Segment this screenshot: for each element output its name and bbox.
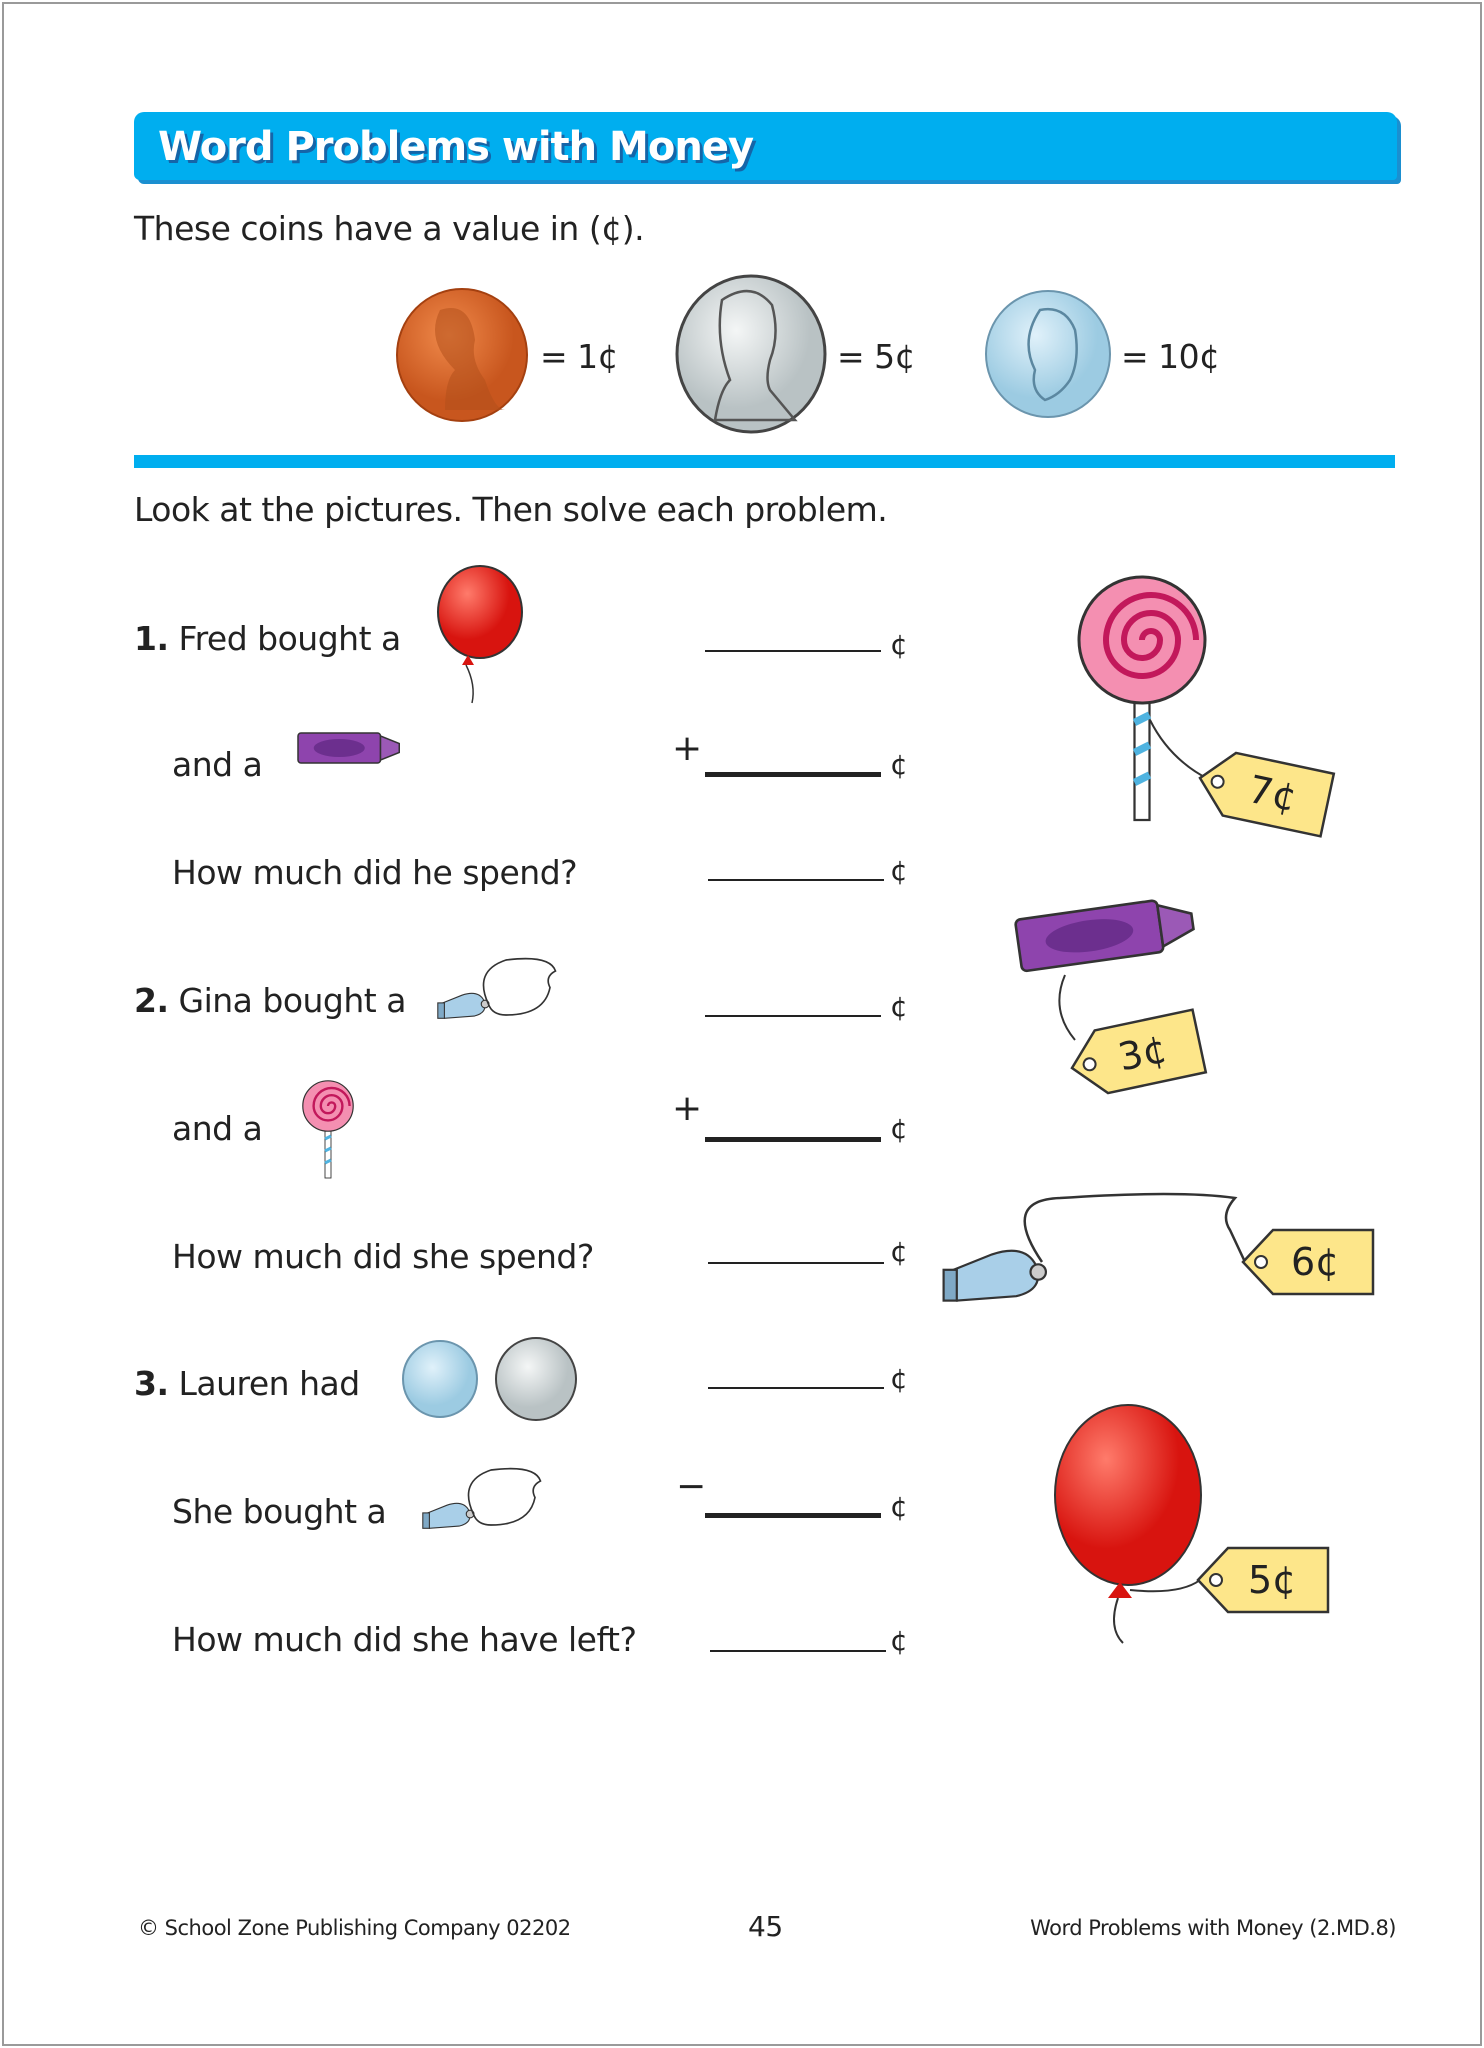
whistle-icon xyxy=(423,1469,541,1529)
cent-sign: ¢ xyxy=(890,1112,908,1145)
problem-3-line-2: She bought a xyxy=(172,1492,387,1531)
page-number: 45 xyxy=(748,1910,783,1943)
dime-value: = 10¢ xyxy=(1121,337,1220,376)
problem-1-line-2: and a xyxy=(172,745,263,784)
dime-icon xyxy=(986,291,1110,417)
price-label: 5¢ xyxy=(1248,1558,1297,1602)
plus-sign: + xyxy=(672,728,703,769)
cent-sign: ¢ xyxy=(890,1235,908,1268)
footer-copyright: © School Zone Publishing Company 02202 xyxy=(138,1916,571,1940)
minus-sign: − xyxy=(676,1466,707,1507)
problem-text: Lauren had xyxy=(178,1364,360,1403)
nickel-value: = 5¢ xyxy=(837,337,916,376)
crayon-icon xyxy=(298,733,399,763)
lollipop-icon xyxy=(303,1081,353,1178)
balloon-icon xyxy=(1055,1405,1201,1643)
plus-sign: + xyxy=(672,1088,703,1129)
penny-value: = 1¢ xyxy=(540,337,619,376)
footer-topic: Word Problems with Money (2.MD.8) xyxy=(1030,1916,1396,1940)
whistle-price-item xyxy=(944,1194,1373,1301)
price-tag xyxy=(1243,1230,1373,1294)
problem-number: 1. xyxy=(134,619,169,658)
price-tag xyxy=(1065,1010,1205,1100)
price-tag xyxy=(1198,1548,1328,1612)
cent-sign: ¢ xyxy=(890,990,908,1023)
cent-sign: ¢ xyxy=(890,628,908,661)
crayon-icon xyxy=(1015,896,1196,972)
price-label: 7¢ xyxy=(1244,766,1301,820)
problem-text: Gina bought a xyxy=(178,981,406,1020)
problem-text: Fred bought a xyxy=(178,619,401,658)
balloon-icon xyxy=(438,566,522,703)
cent-sign: ¢ xyxy=(890,1490,908,1523)
nickel-icon xyxy=(677,276,825,432)
penny-icon xyxy=(397,289,527,421)
problem-number: 2. xyxy=(134,981,169,1020)
whistle-icon xyxy=(944,1251,1046,1301)
price-tag xyxy=(1193,747,1333,837)
cent-sign: ¢ xyxy=(890,748,908,781)
price-label: 6¢ xyxy=(1291,1240,1340,1284)
dime-icon xyxy=(403,1341,477,1417)
cent-sign: ¢ xyxy=(890,1362,908,1395)
cent-sign: ¢ xyxy=(890,854,908,887)
lollipop-icon xyxy=(1079,577,1205,820)
problem-1-line-3: How much did he spend? xyxy=(172,853,578,892)
crayon-price-item xyxy=(1015,896,1206,1100)
cent-sign: ¢ xyxy=(890,1624,908,1657)
lollipop-price-item xyxy=(1079,577,1334,836)
whistle-icon xyxy=(438,959,556,1019)
balloon-price-item xyxy=(1055,1405,1328,1643)
page-title: Word Problems with Money xyxy=(158,124,754,170)
problem-2-line-3: How much did she spend? xyxy=(172,1237,594,1276)
nickel-icon xyxy=(496,1338,576,1420)
instructions: Look at the pictures. Then solve each problem. xyxy=(134,490,888,529)
problem-2-line-2: and a xyxy=(172,1109,263,1148)
intro-text: These coins have a value in (¢). xyxy=(134,209,645,248)
price-label: 3¢ xyxy=(1114,1026,1171,1080)
problem-3-line-3: How much did she have left? xyxy=(172,1620,637,1659)
problem-number: 3. xyxy=(134,1364,169,1403)
